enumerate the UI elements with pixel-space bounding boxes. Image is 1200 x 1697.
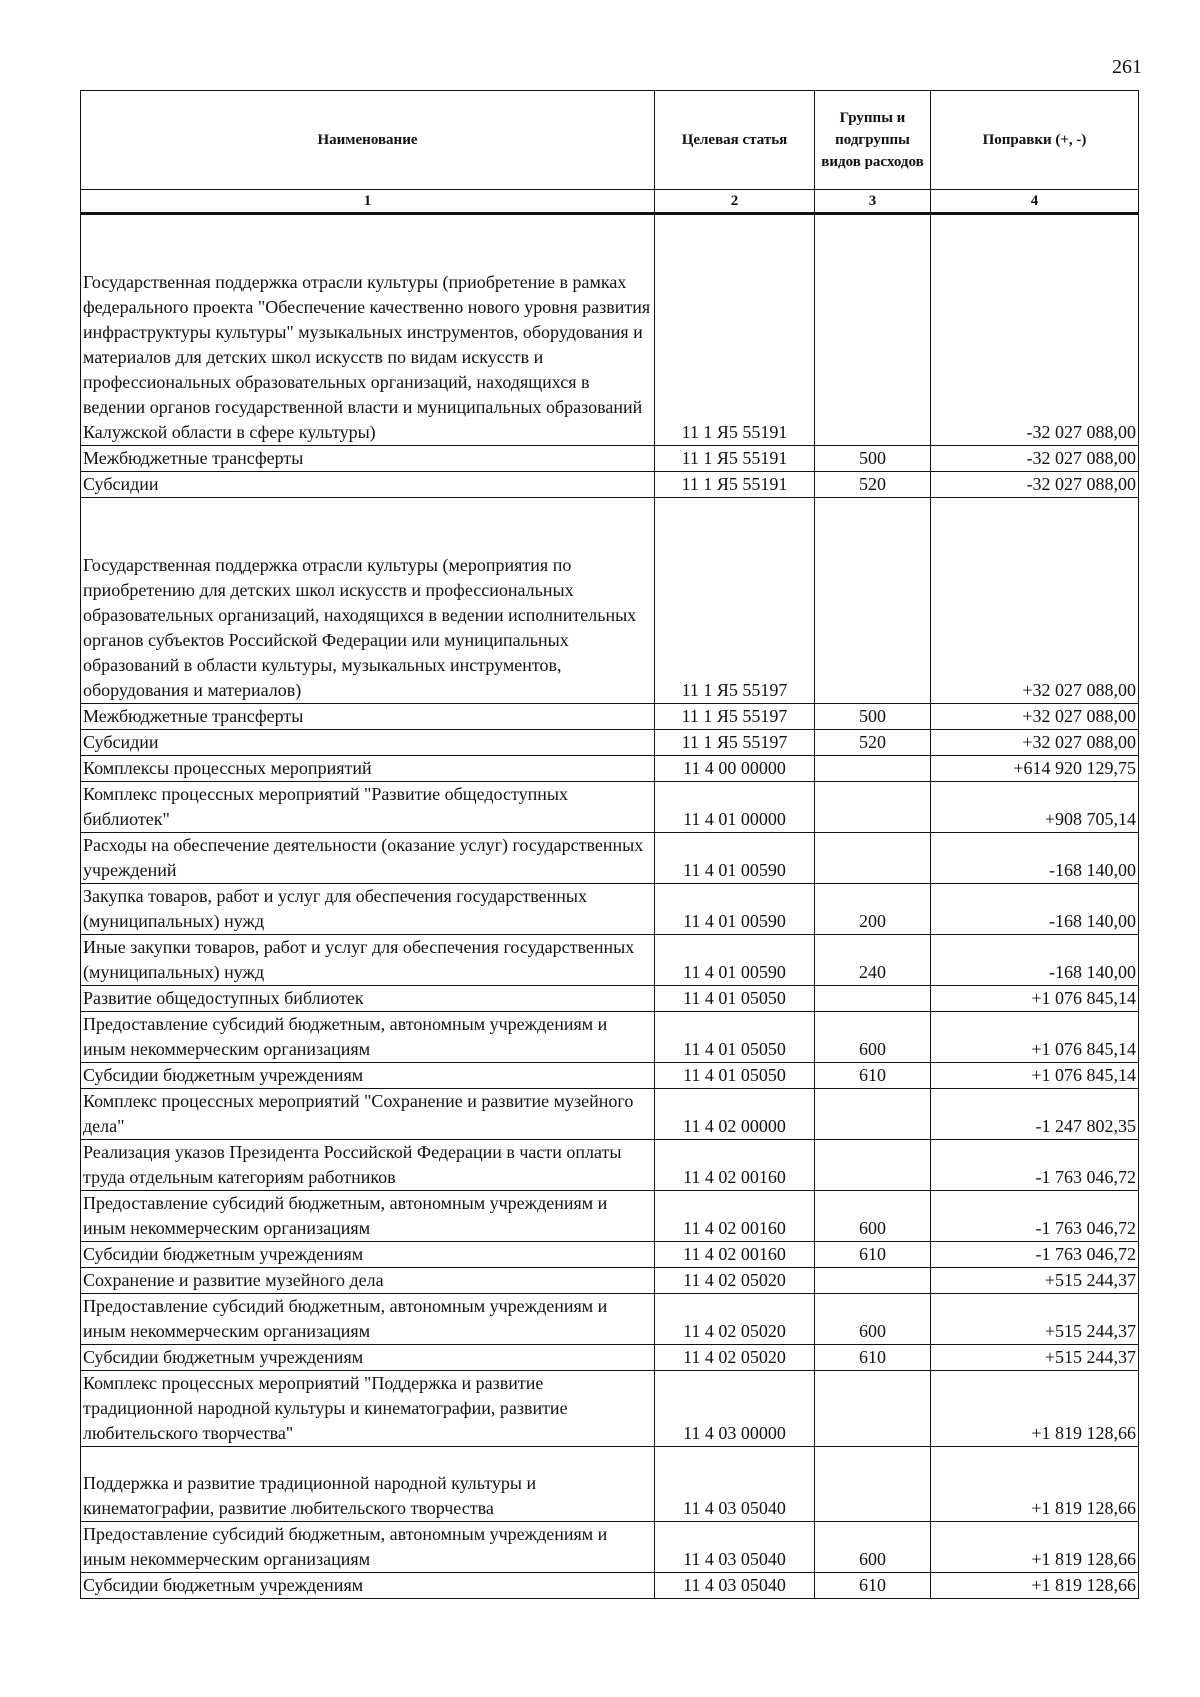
row-name: Предоставление субсидий бюджетным, автономным учреждениям и иным некоммерческим организациям bbox=[81, 1191, 655, 1242]
row-target-code: 11 4 02 00160 bbox=[655, 1242, 815, 1268]
header-target-article: Целевая статья bbox=[655, 91, 815, 190]
row-target-code: 11 1 Я5 55197 bbox=[655, 730, 815, 756]
row-name: Комплекс процессных мероприятий "Развитие общедоступных библиотек" bbox=[81, 782, 655, 833]
row-amendment-amount: -168 140,00 bbox=[931, 833, 1139, 884]
row-expense-group: 500 bbox=[815, 704, 931, 730]
row-expense-group bbox=[815, 498, 931, 704]
row-expense-group: 500 bbox=[815, 446, 931, 472]
row-amendment-amount: -32 027 088,00 bbox=[931, 472, 1139, 498]
column-number: 3 bbox=[815, 190, 931, 214]
row-target-code: 11 4 03 05040 bbox=[655, 1447, 815, 1522]
header-amendments: Поправки (+, -) bbox=[931, 91, 1139, 190]
row-target-code: 11 4 01 00000 bbox=[655, 782, 815, 833]
row-amendment-amount: +1 076 845,14 bbox=[931, 1012, 1139, 1063]
table-row bbox=[81, 498, 1139, 704]
row-name: Развитие общедоступных библиотек bbox=[81, 986, 655, 1012]
row-name: Предоставление субсидий бюджетным, автономным учреждениям и иным некоммерческим организациям bbox=[81, 1522, 655, 1573]
row-expense-group: 600 bbox=[815, 1012, 931, 1063]
row-expense-group bbox=[815, 1371, 931, 1447]
row-amendment-amount: +32 027 088,00 bbox=[931, 498, 1139, 704]
table-row bbox=[81, 1242, 1139, 1268]
row-target-code: 11 4 01 00590 bbox=[655, 935, 815, 986]
table-row bbox=[81, 1140, 1139, 1191]
row-name: Межбюджетные трансферты bbox=[81, 446, 655, 472]
row-amendment-amount: +1 076 845,14 bbox=[931, 1063, 1139, 1089]
table-row bbox=[81, 1345, 1139, 1371]
row-amendment-amount: -32 027 088,00 bbox=[931, 446, 1139, 472]
row-target-code: 11 4 02 00000 bbox=[655, 1089, 815, 1140]
row-target-code: 11 1 Я5 55191 bbox=[655, 472, 815, 498]
row-target-code: 11 4 01 00590 bbox=[655, 884, 815, 935]
row-target-code: 11 4 00 00000 bbox=[655, 756, 815, 782]
table-row bbox=[81, 446, 1139, 472]
table-row bbox=[81, 1522, 1139, 1573]
row-amendment-amount: +1 819 128,66 bbox=[931, 1573, 1139, 1599]
row-amendment-amount: -32 027 088,00 bbox=[931, 214, 1139, 446]
row-name: Предоставление субсидий бюджетным, автономным учреждениям и иным некоммерческим организациям bbox=[81, 1294, 655, 1345]
table-row bbox=[81, 1371, 1139, 1447]
row-expense-group: 600 bbox=[815, 1294, 931, 1345]
table-row bbox=[81, 472, 1139, 498]
row-target-code: 11 4 02 00160 bbox=[655, 1140, 815, 1191]
table-row bbox=[81, 704, 1139, 730]
row-name: Комплекс процессных мероприятий "Поддержка и развитие традиционной народной культуры и кинематографии, развитие любительского творчества" bbox=[81, 1371, 655, 1447]
row-expense-group bbox=[815, 782, 931, 833]
row-target-code: 11 1 Я5 55197 bbox=[655, 498, 815, 704]
row-target-code: 11 4 02 05020 bbox=[655, 1294, 815, 1345]
row-name: Субсидии бюджетным учреждениям bbox=[81, 1063, 655, 1089]
row-target-code: 11 4 02 05020 bbox=[655, 1345, 815, 1371]
table-row bbox=[81, 730, 1139, 756]
row-amendment-amount: +908 705,14 bbox=[931, 782, 1139, 833]
row-name: Комплексы процессных мероприятий bbox=[81, 756, 655, 782]
row-expense-group bbox=[815, 986, 931, 1012]
table-row bbox=[81, 756, 1139, 782]
table-row bbox=[81, 1573, 1139, 1599]
row-expense-group bbox=[815, 756, 931, 782]
row-name: Поддержка и развитие традиционной народной культуры и кинематографии, развитие любительского творчества bbox=[81, 1447, 655, 1522]
row-target-code: 11 4 02 05020 bbox=[655, 1268, 815, 1294]
row-target-code: 11 4 03 05040 bbox=[655, 1573, 815, 1599]
row-target-code: 11 4 03 00000 bbox=[655, 1371, 815, 1447]
row-name: Иные закупки товаров, работ и услуг для обеспечения государственных (муниципальных) нужд bbox=[81, 935, 655, 986]
row-name: Субсидии бюджетным учреждениям bbox=[81, 1242, 655, 1268]
row-amendment-amount: -168 140,00 bbox=[931, 884, 1139, 935]
row-amendment-amount: -1 763 046,72 bbox=[931, 1242, 1139, 1268]
row-expense-group: 520 bbox=[815, 730, 931, 756]
table-row bbox=[81, 1063, 1139, 1089]
row-amendment-amount: +1 076 845,14 bbox=[931, 986, 1139, 1012]
row-target-code: 11 1 Я5 55191 bbox=[655, 446, 815, 472]
row-expense-group: 200 bbox=[815, 884, 931, 935]
row-name: Расходы на обеспечение деятельности (оказание услуг) государственных учреждений bbox=[81, 833, 655, 884]
row-expense-group: 600 bbox=[815, 1191, 931, 1242]
table-row bbox=[81, 782, 1139, 833]
row-expense-group: 240 bbox=[815, 935, 931, 986]
row-name: Субсидии bbox=[81, 472, 655, 498]
column-number: 4 bbox=[931, 190, 1139, 214]
budget-amendments-table bbox=[80, 90, 1139, 1599]
row-amendment-amount: -168 140,00 bbox=[931, 935, 1139, 986]
row-name: Субсидии бюджетным учреждениям bbox=[81, 1345, 655, 1371]
row-target-code: 11 4 01 05050 bbox=[655, 986, 815, 1012]
row-name: Субсидии бюджетным учреждениям bbox=[81, 1573, 655, 1599]
table-row bbox=[81, 1191, 1139, 1242]
row-amendment-amount: +515 244,37 bbox=[931, 1345, 1139, 1371]
page-number: 261 bbox=[1112, 56, 1142, 78]
column-number-row bbox=[81, 190, 1139, 214]
row-expense-group: 600 bbox=[815, 1522, 931, 1573]
row-target-code: 11 4 01 05050 bbox=[655, 1012, 815, 1063]
row-name: Государственная поддержка отрасли культуры (приобретение в рамках федерального проекта "Обеспечение качественно нового уровня развития инфраструктуры культуры" музыкальных инструментов, оборудования и материалов для детских школ искусств по видам искусств и профессиональных образовательных организаций, находящихся в ведении органов государственной власти и муниципальных образований Калужской области в сфере культуры) bbox=[81, 214, 655, 446]
row-expense-group bbox=[815, 1089, 931, 1140]
row-amendment-amount: +1 819 128,66 bbox=[931, 1447, 1139, 1522]
row-amendment-amount: +515 244,37 bbox=[931, 1294, 1139, 1345]
table-row bbox=[81, 884, 1139, 935]
table-header-row bbox=[81, 91, 1139, 190]
row-target-code: 11 1 Я5 55197 bbox=[655, 704, 815, 730]
table-row bbox=[81, 214, 1139, 446]
row-expense-group: 610 bbox=[815, 1242, 931, 1268]
row-name: Межбюджетные трансферты bbox=[81, 704, 655, 730]
table-row bbox=[81, 986, 1139, 1012]
column-number: 1 bbox=[81, 190, 655, 214]
row-target-code: 11 4 01 00590 bbox=[655, 833, 815, 884]
row-amendment-amount: +515 244,37 bbox=[931, 1268, 1139, 1294]
table-row bbox=[81, 1268, 1139, 1294]
table-row bbox=[81, 1012, 1139, 1063]
table-row bbox=[81, 1294, 1139, 1345]
row-name: Сохранение и развитие музейного дела bbox=[81, 1268, 655, 1294]
row-expense-group bbox=[815, 1447, 931, 1522]
row-target-code: 11 4 01 05050 bbox=[655, 1063, 815, 1089]
row-amendment-amount: -1 763 046,72 bbox=[931, 1140, 1139, 1191]
row-name: Комплекс процессных мероприятий "Сохранение и развитие музейного дела" bbox=[81, 1089, 655, 1140]
row-amendment-amount: +614 920 129,75 bbox=[931, 756, 1139, 782]
row-name: Государственная поддержка отрасли культуры (мероприятия по приобретению для детских школ искусств и профессиональных образовательных организаций, находящихся в ведении исполнительных органов субъектов Российской Федерации или муниципальных образований в области культуры, музыкальных инструментов, оборудования и материалов) bbox=[81, 498, 655, 704]
table-row bbox=[81, 1447, 1139, 1522]
row-expense-group bbox=[815, 1268, 931, 1294]
row-name: Предоставление субсидий бюджетным, автономным учреждениям и иным некоммерческим организациям bbox=[81, 1012, 655, 1063]
row-name: Закупка товаров, работ и услуг для обеспечения государственных (муниципальных) нужд bbox=[81, 884, 655, 935]
row-name: Реализация указов Президента Российской Федерации в части оплаты труда отдельным категориям работников bbox=[81, 1140, 655, 1191]
row-expense-group bbox=[815, 833, 931, 884]
row-amendment-amount: -1 763 046,72 bbox=[931, 1191, 1139, 1242]
row-expense-group: 610 bbox=[815, 1345, 931, 1371]
header-name: Наименование bbox=[81, 91, 655, 190]
table-row bbox=[81, 833, 1139, 884]
row-amendment-amount: +32 027 088,00 bbox=[931, 730, 1139, 756]
table-row bbox=[81, 935, 1139, 986]
row-expense-group bbox=[815, 1140, 931, 1191]
row-expense-group: 610 bbox=[815, 1063, 931, 1089]
row-target-code: 11 4 02 00160 bbox=[655, 1191, 815, 1242]
table-body bbox=[81, 214, 1139, 1599]
header-expense-groups: Группы и подгруппы видов расходов bbox=[815, 91, 931, 190]
row-expense-group: 520 bbox=[815, 472, 931, 498]
row-name: Субсидии bbox=[81, 730, 655, 756]
row-target-code: 11 1 Я5 55191 bbox=[655, 214, 815, 446]
row-amendment-amount: +32 027 088,00 bbox=[931, 704, 1139, 730]
row-amendment-amount: +1 819 128,66 bbox=[931, 1371, 1139, 1447]
column-number: 2 bbox=[655, 190, 815, 214]
table-row bbox=[81, 1089, 1139, 1140]
row-amendment-amount: +1 819 128,66 bbox=[931, 1522, 1139, 1573]
row-expense-group: 610 bbox=[815, 1573, 931, 1599]
row-target-code: 11 4 03 05040 bbox=[655, 1522, 815, 1573]
row-expense-group bbox=[815, 214, 931, 446]
row-amendment-amount: -1 247 802,35 bbox=[931, 1089, 1139, 1140]
